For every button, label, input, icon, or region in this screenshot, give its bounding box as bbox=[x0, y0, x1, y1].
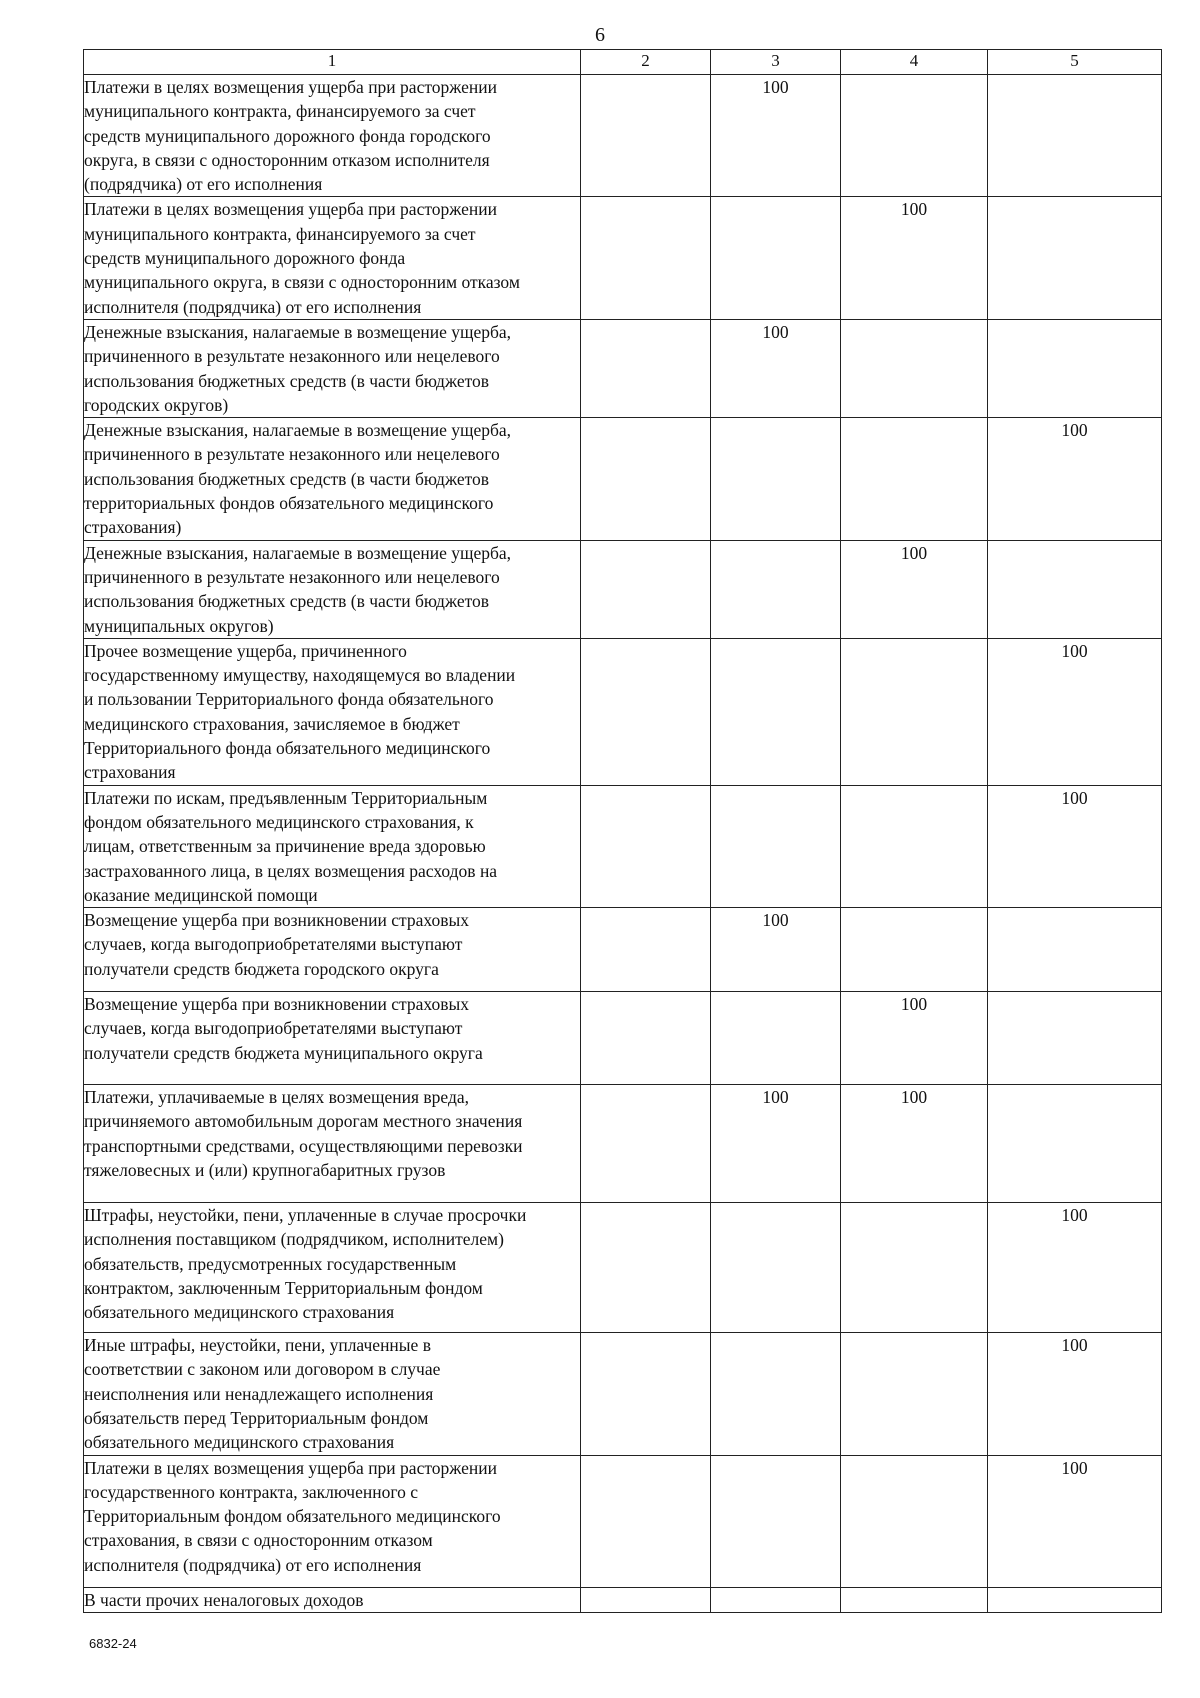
row-description bbox=[84, 418, 581, 540]
row-value-col-5 bbox=[988, 75, 1162, 197]
row-value-col-3 bbox=[711, 1203, 841, 1333]
row-value-col-5 bbox=[988, 992, 1162, 1085]
row-value-col-5: 100 bbox=[988, 1203, 1162, 1333]
table-row bbox=[84, 785, 1162, 907]
row-description bbox=[84, 319, 581, 417]
description-line: Платежи по искам, предъявленным Территориальным bbox=[84, 787, 488, 808]
row-description bbox=[84, 908, 581, 992]
column-header-3: 3 bbox=[711, 50, 841, 75]
description-line: городских округов) bbox=[84, 394, 229, 415]
row-value-col-3 bbox=[711, 638, 841, 785]
description-line: использования бюджетных средств (в части бюджетов bbox=[84, 370, 490, 391]
row-value-col-3 bbox=[711, 785, 841, 907]
row-description bbox=[84, 75, 581, 197]
row-value-col-2 bbox=[581, 75, 711, 197]
description-line: Территориальным фондом обязательного медицинского bbox=[84, 1506, 501, 1527]
table-row bbox=[84, 1203, 1162, 1333]
row-value-col-5: 100 bbox=[988, 638, 1162, 785]
description-line: Прочее возмещение ущерба, причиненного bbox=[84, 640, 407, 661]
row-value-col-2 bbox=[581, 638, 711, 785]
table-row bbox=[84, 1333, 1162, 1455]
description-line: страхования, в связи с односторонним отказом bbox=[84, 1530, 433, 1551]
description-line: муниципального округа, в связи с односторонним отказом bbox=[84, 272, 520, 293]
column-header-2: 2 bbox=[581, 50, 711, 75]
row-value-col-4 bbox=[841, 908, 988, 992]
row-value-col-2 bbox=[581, 319, 711, 417]
row-value-col-4 bbox=[841, 785, 988, 907]
revenue-distribution-table bbox=[83, 49, 1162, 1613]
column-header-1: 1 bbox=[84, 50, 581, 75]
row-value-col-5: 100 bbox=[988, 418, 1162, 540]
row-value-col-3 bbox=[711, 1333, 841, 1455]
description-line: страхования) bbox=[84, 517, 182, 538]
table-row bbox=[84, 319, 1162, 417]
description-line: государственному имуществу, находящемуся во владении bbox=[84, 665, 516, 686]
description-line: Возмещение ущерба при возникновении страховых bbox=[84, 910, 469, 931]
row-value-col-4 bbox=[841, 1587, 988, 1612]
table-row bbox=[84, 418, 1162, 540]
description-line: причиненного в результате незаконного или нецелевого bbox=[84, 444, 500, 465]
table-row bbox=[84, 1085, 1162, 1203]
row-value-col-4: 100 bbox=[841, 992, 988, 1085]
description-line: Денежные взыскания, налагаемые в возмещение ущерба, bbox=[84, 542, 512, 563]
row-value-col-5 bbox=[988, 1587, 1162, 1612]
table-row bbox=[84, 1587, 1162, 1612]
description-line: транспортными средствами, осуществляющими перевозки bbox=[84, 1135, 523, 1156]
row-value-col-3 bbox=[711, 418, 841, 540]
column-header-4: 4 bbox=[841, 50, 988, 75]
description-line: обязательств, предусмотренных государственным bbox=[84, 1253, 457, 1274]
table-row bbox=[84, 992, 1162, 1085]
row-value-col-3: 100 bbox=[711, 908, 841, 992]
row-value-col-2 bbox=[581, 1455, 711, 1587]
description-line: получатели средств бюджета городского округа bbox=[84, 958, 439, 979]
row-value-col-2 bbox=[581, 908, 711, 992]
table-row bbox=[84, 75, 1162, 197]
row-value-col-3: 100 bbox=[711, 1085, 841, 1203]
table-row bbox=[84, 1455, 1162, 1587]
table-row bbox=[84, 908, 1162, 992]
row-description bbox=[84, 1085, 581, 1203]
description-line: Платежи в целях возмещения ущерба при расторжении bbox=[84, 77, 497, 97]
row-value-col-4 bbox=[841, 75, 988, 197]
row-description bbox=[84, 785, 581, 907]
description-line: случаев, когда выгодоприобретателями выступают bbox=[84, 934, 463, 955]
row-value-col-5 bbox=[988, 908, 1162, 992]
row-value-col-2 bbox=[581, 1333, 711, 1455]
table-row bbox=[84, 638, 1162, 785]
description-line: неисполнения или ненадлежащего исполнения bbox=[84, 1383, 434, 1404]
description-line: оказание медицинской помощи bbox=[84, 884, 318, 905]
row-description bbox=[84, 638, 581, 785]
description-line: средств муниципального дорожного фонда bbox=[84, 248, 406, 269]
table-row bbox=[84, 540, 1162, 638]
description-line: Возмещение ущерба при возникновении страховых bbox=[84, 994, 469, 1015]
row-value-col-3 bbox=[711, 992, 841, 1085]
description-line: причиненного в результате незаконного или нецелевого bbox=[84, 566, 500, 587]
row-value-col-3 bbox=[711, 1455, 841, 1587]
row-value-col-4 bbox=[841, 319, 988, 417]
row-value-col-5 bbox=[988, 319, 1162, 417]
description-line: территориальных фондов обязательного медицинского bbox=[84, 493, 494, 514]
description-line: обязательного медицинского страхования bbox=[84, 1432, 395, 1453]
row-value-col-5: 100 bbox=[988, 1455, 1162, 1587]
description-line: использования бюджетных средств (в части бюджетов bbox=[84, 591, 490, 612]
row-value-col-2 bbox=[581, 1587, 711, 1612]
row-value-col-2 bbox=[581, 1203, 711, 1333]
description-line: Иные штрафы, неустойки, пени, уплаченные в bbox=[84, 1335, 431, 1356]
row-value-col-4: 100 bbox=[841, 1085, 988, 1203]
row-description bbox=[84, 992, 581, 1085]
row-description bbox=[84, 1587, 581, 1612]
row-value-col-5 bbox=[988, 1085, 1162, 1203]
row-value-col-2 bbox=[581, 418, 711, 540]
row-value-col-3: 100 bbox=[711, 319, 841, 417]
row-value-col-2 bbox=[581, 540, 711, 638]
description-line: фондом обязательного медицинского страхования, к bbox=[84, 811, 474, 832]
row-description bbox=[84, 1455, 581, 1587]
description-line: Платежи, уплачиваемые в целях возмещения вреда, bbox=[84, 1087, 469, 1108]
row-value-col-4: 100 bbox=[841, 197, 988, 319]
description-line: государственного контракта, заключенного с bbox=[84, 1481, 418, 1502]
row-value-col-2 bbox=[581, 1085, 711, 1203]
description-line: муниципальных округов) bbox=[84, 615, 274, 636]
description-line: Территориального фонда обязательного медицинского bbox=[84, 738, 491, 759]
row-value-col-5: 100 bbox=[988, 785, 1162, 907]
row-value-col-5 bbox=[988, 197, 1162, 319]
description-line: застрахованного лица, в целях возмещения расходов на bbox=[84, 860, 498, 881]
row-value-col-3 bbox=[711, 197, 841, 319]
description-line: исполнителя (подрядчика) от его исполнения bbox=[84, 296, 422, 317]
description-line: Платежи в целях возмещения ущерба при расторжении bbox=[84, 1457, 497, 1478]
description-line: Денежные взыскания, налагаемые в возмещение ущерба, bbox=[84, 321, 512, 342]
description-line: соответствии с законом или договором в случае bbox=[84, 1359, 441, 1380]
description-line: округа, в связи с односторонним отказом исполнителя bbox=[84, 149, 490, 170]
row-value-col-4 bbox=[841, 1333, 988, 1455]
row-value-col-2 bbox=[581, 785, 711, 907]
row-value-col-5 bbox=[988, 540, 1162, 638]
description-line: случаев, когда выгодоприобретателями выступают bbox=[84, 1018, 463, 1039]
row-description bbox=[84, 197, 581, 319]
table-row bbox=[84, 197, 1162, 319]
description-line: тяжеловесных и (или) крупногабаритных грузов bbox=[84, 1159, 446, 1180]
description-line: Штрафы, неустойки, пени, уплаченные в случае просрочки bbox=[84, 1205, 527, 1226]
description-line: медицинского страхования, зачисляемое в бюджет bbox=[84, 713, 460, 734]
description-line: (подрядчика) от его исполнения bbox=[84, 174, 323, 195]
row-description bbox=[84, 540, 581, 638]
description-line: исполнения поставщиком (подрядчиком, исполнителем) bbox=[84, 1229, 504, 1250]
row-value-col-4 bbox=[841, 1203, 988, 1333]
description-line: обязательного медицинского страхования bbox=[84, 1302, 395, 1323]
row-value-col-3: 100 bbox=[711, 75, 841, 197]
row-value-col-4: 100 bbox=[841, 540, 988, 638]
description-line: использования бюджетных средств (в части бюджетов bbox=[84, 468, 490, 489]
column-number-row bbox=[84, 50, 1162, 75]
description-line: Платежи в целях возмещения ущерба при расторжении bbox=[84, 199, 497, 220]
row-value-col-5: 100 bbox=[988, 1333, 1162, 1455]
description-line: муниципального контракта, финансируемого за счет bbox=[84, 223, 476, 244]
description-line: причиненного в результате незаконного или нецелевого bbox=[84, 346, 500, 367]
description-line: страхования bbox=[84, 762, 176, 783]
column-header-5: 5 bbox=[988, 50, 1162, 75]
description-line: исполнителя (подрядчика) от его исполнения bbox=[84, 1554, 422, 1575]
description-line: лицам, ответственным за причинение вреда здоровью bbox=[84, 836, 486, 857]
page-number: 6 bbox=[595, 24, 605, 46]
row-description bbox=[84, 1203, 581, 1333]
description-line: обязательств перед Территориальным фондом bbox=[84, 1407, 429, 1428]
description-line: получатели средств бюджета муниципального округа bbox=[84, 1042, 483, 1063]
description-line: контрактом, заключенным Территориальным фондом bbox=[84, 1277, 483, 1298]
row-value-col-3 bbox=[711, 1587, 841, 1612]
description-line: средств муниципального дорожного фонда городского bbox=[84, 125, 491, 146]
document-code: 6832-24 bbox=[89, 1636, 137, 1651]
row-value-col-2 bbox=[581, 992, 711, 1085]
description-line: Денежные взыскания, налагаемые в возмещение ущерба, bbox=[84, 420, 512, 441]
description-line: причиняемого автомобильным дорогам местного значения bbox=[84, 1111, 523, 1132]
description-line: и пользовании Территориального фонда обязательного bbox=[84, 689, 494, 710]
description-line: муниципального контракта, финансируемого за счет bbox=[84, 101, 476, 122]
description-line: В части прочих неналоговых доходов bbox=[84, 1589, 364, 1610]
row-value-col-4 bbox=[841, 638, 988, 785]
row-description bbox=[84, 1333, 581, 1455]
row-value-col-3 bbox=[711, 540, 841, 638]
row-value-col-4 bbox=[841, 418, 988, 540]
row-value-col-4 bbox=[841, 1455, 988, 1587]
row-value-col-2 bbox=[581, 197, 711, 319]
